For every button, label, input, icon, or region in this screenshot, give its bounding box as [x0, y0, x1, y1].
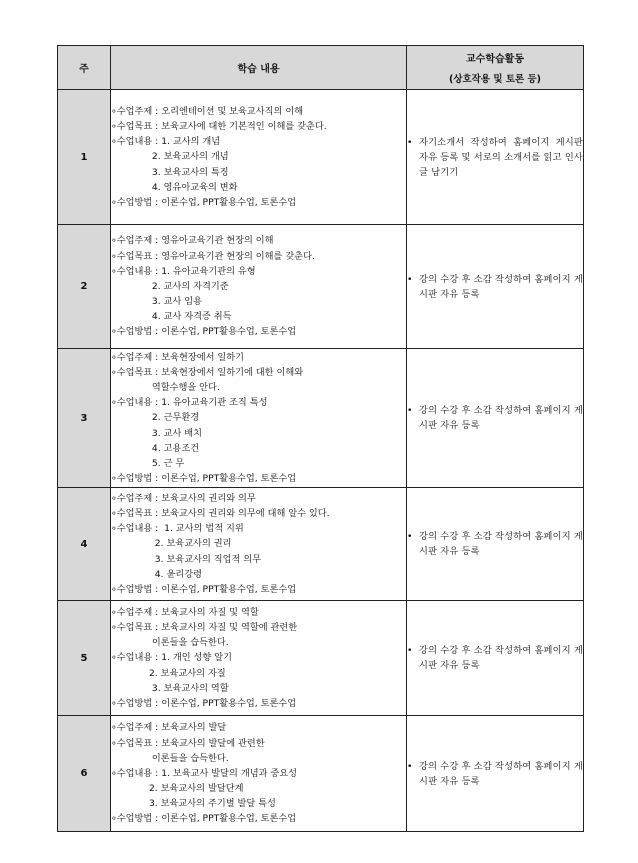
content-line: ∘수업주제 : 보육교사의 권리와 의무 [111, 492, 256, 504]
week-number: 1 [58, 90, 111, 225]
content-line: 3. 보육교사의 주기별 발달 특성 [111, 798, 276, 810]
content-line: 2. 보육교사의 개념 [111, 151, 229, 163]
activity-text: 강의 수강 후 소감 작성하여 홈페이지 게시판 자유 등록 [419, 273, 583, 300]
content-line: ∘수업목표 : 보육교사의 자질 및 역할에 관련한 [111, 622, 298, 634]
content-line: 5. 근 무 [111, 457, 185, 469]
content-line: ∘수업목표 : 보육현장에서 일하기에 대한 이해와 [111, 366, 304, 378]
bullet-icon: • [407, 405, 413, 416]
content-line: 이론들을 습득한다. [111, 752, 229, 764]
content-line: 3. 보육교사의 역할 [111, 682, 229, 694]
content-line: 3. 보육교사의 특징 [111, 166, 229, 178]
content-line: ∘수업내용 : 1. 유아교육기관 조직 특성 [111, 397, 268, 409]
content-line: 4. 윤리강령 [111, 568, 202, 580]
header-week: 주 [58, 46, 111, 90]
week-activity [407, 716, 584, 832]
content-line: ∘수업주제 : 보육교사의 발달 [111, 722, 227, 734]
content-line: 2. 보육교사의 권리 [111, 538, 232, 550]
week-content [111, 349, 407, 488]
header-row [58, 46, 584, 90]
week-number: 2 [58, 225, 111, 349]
header-activity [407, 46, 584, 90]
week-content [111, 90, 407, 225]
bullet-icon: • [407, 531, 413, 542]
activity-text: 강의 수강 후 소감 작성하여 홈페이지 게시판 자유 등록 [419, 760, 583, 787]
week-activity [407, 90, 584, 225]
content-line: ∘수업내용 : 1. 보육교사 발달의 개념과 중요성 [111, 767, 298, 779]
bullet-icon: • [407, 136, 413, 148]
activity-text: 강의 수강 후 소감 작성하여 홈페이지 게시판 자유 등록 [419, 645, 583, 671]
week-content [111, 716, 407, 832]
content-line: ∘수업방법 : 이론수업, PPT활용수업, 토론수업 [111, 326, 297, 338]
week-row [58, 601, 584, 716]
content-line: ∘수업방법 : 이론수업, PPT활용수업, 토론수업 [111, 697, 297, 709]
week-content [111, 225, 407, 349]
content-line: ∘수업목표 : 보육교사에 대한 기본적인 이해를 갖춘다. [111, 121, 327, 133]
content-line: ∘수업내용 : 1. 교사의 법적 지위 [111, 523, 244, 535]
course-schedule-table [57, 45, 584, 832]
schedule-body [58, 90, 584, 832]
activity-text: 강의 수강 후 소감 작성하여 홈페이지 게시판 자유 등록 [419, 531, 583, 557]
week-content [111, 488, 407, 601]
content-line: ∘수업주제 : 오리엔테이션 및 보육교사직의 이해 [111, 105, 304, 117]
week-number: 6 [58, 716, 111, 832]
content-line: ∘수업주제 : 영유아교육기관 현장의 이해 [111, 235, 274, 247]
content-line: 이론들을 습득한다. [111, 637, 229, 649]
content-line: 역할수행을 안다. [111, 382, 220, 394]
week-activity [407, 225, 584, 349]
content-line: ∘수업방법 : 이론수업, PPT활용수업, 토론수업 [111, 473, 297, 485]
content-line: 3. 교사 배치 [111, 427, 202, 439]
bullet-icon: • [407, 273, 413, 285]
content-line: ∘수업방법 : 이론수업, PPT활용수업, 토론수업 [111, 196, 297, 208]
content-line: ∘수업목표 : 보육교사의 권리와 의무에 대해 알수 있다. [111, 508, 330, 520]
content-line: ∘수업내용 : 1. 개인 성향 알기 [111, 652, 232, 664]
content-line: 2. 교사의 자격기준 [111, 280, 229, 292]
content-line: ∘수업내용 : 1. 교사의 개념 [111, 136, 221, 148]
content-line: 2. 근무환경 [111, 412, 200, 424]
header-activity-line2: (상호작용 및 토론 등) [448, 74, 542, 85]
content-line: ∘수업방법 : 이론수업, PPT활용수업, 토론수업 [111, 583, 297, 595]
activity-text: 자기소개서 작성하여 홈페이지 게시판 자유 등록 및 서로의 소개서를 읽고 인사글 남기기 [419, 136, 583, 178]
week-row [58, 349, 584, 488]
week-activity [407, 601, 584, 716]
content-line: 2. 보육교사의 자질 [111, 667, 226, 679]
week-number: 4 [58, 488, 111, 601]
content-line: ∘수업주제 : 보육현장에서 일하기 [111, 351, 244, 363]
content-line: 4. 고용조건 [111, 442, 200, 454]
activity-text: 강의 수강 후 소감 작성하여 홈페이지 게시판 자유 등록 [419, 405, 583, 431]
content-line: 2. 보육교사의 발달단계 [111, 783, 244, 795]
week-activity [407, 488, 584, 601]
week-row [58, 225, 584, 349]
week-row [58, 488, 584, 601]
week-activity [407, 349, 584, 488]
content-line: ∘수업목표 : 영유아교육기관 현장의 이해를 갖춘다. [111, 250, 315, 262]
content-line: 3. 보육교사의 직업적 의무 [111, 553, 262, 565]
week-content [111, 601, 407, 716]
content-line: 4. 교사 자격증 취득 [111, 311, 232, 323]
content-line: 3. 교사 임용 [111, 296, 202, 308]
content-line: ∘수업방법 : 이론수업, PPT활용수업, 토론수업 [111, 813, 297, 825]
content-line: ∘수업내용 : 1. 유아교육기관의 유형 [111, 265, 256, 277]
content-line: 4. 영유아교육의 변화 [111, 181, 238, 193]
header-activity-line1: 교수학습활동 [466, 54, 524, 65]
bullet-icon: • [407, 760, 413, 772]
content-line: ∘수업주제 : 보육교사의 자질 및 역할 [111, 606, 259, 618]
week-number: 3 [58, 349, 111, 488]
week-number: 5 [58, 601, 111, 716]
week-row [58, 90, 584, 225]
header-content: 학습 내용 [111, 46, 407, 90]
bullet-icon: • [407, 645, 413, 656]
week-row [58, 716, 584, 832]
content-line: ∘수업목표 : 보육교사의 발달에 관련한 [111, 737, 265, 749]
